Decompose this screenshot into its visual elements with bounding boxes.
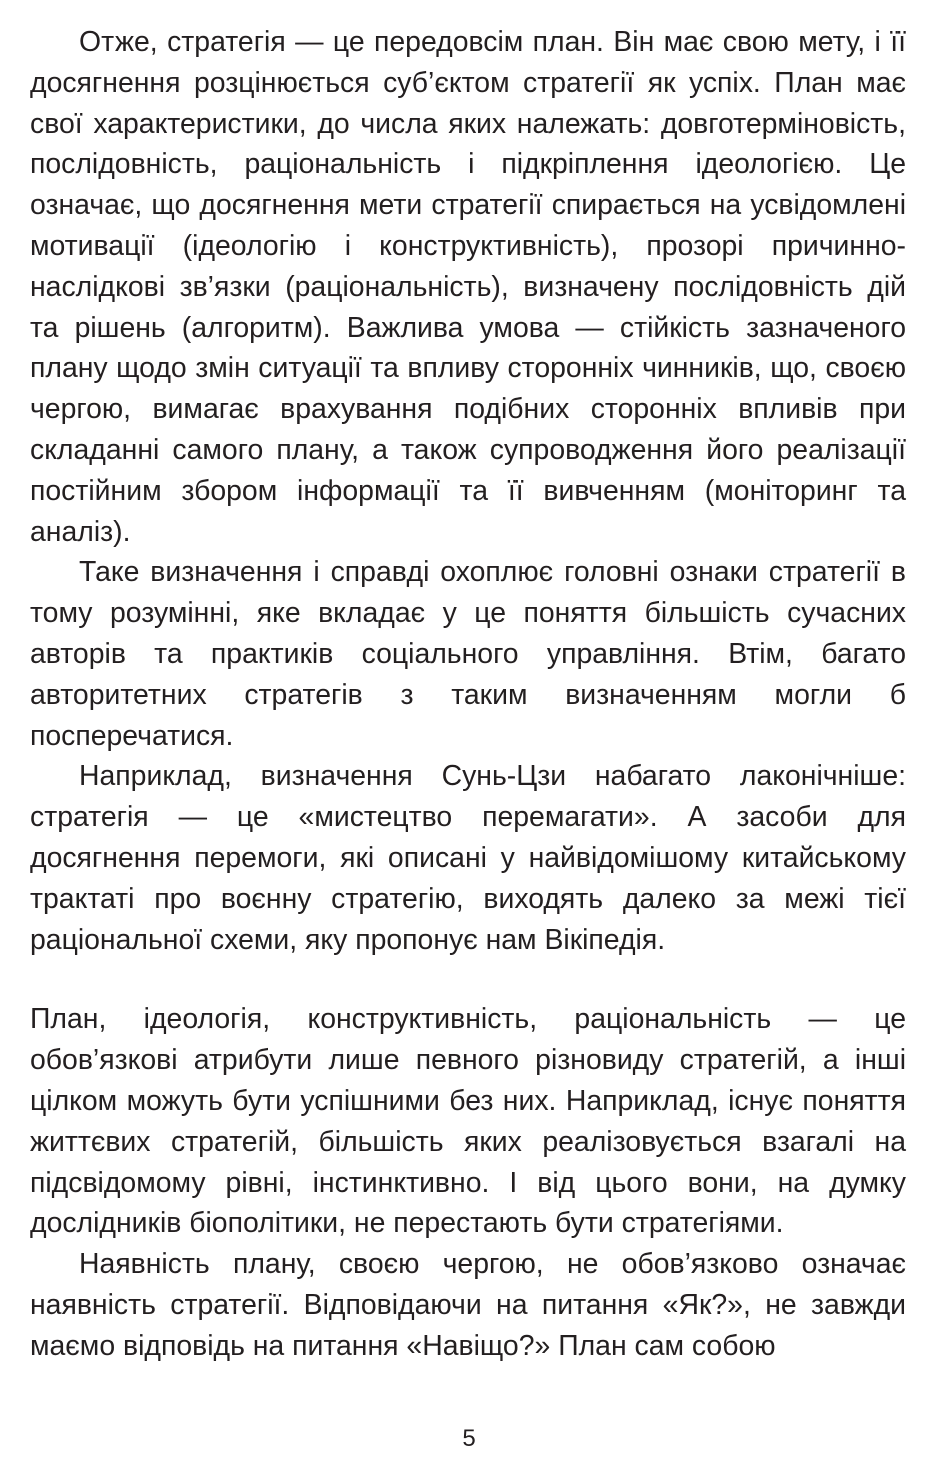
paragraph-definition-features: Таке визначення і справді охоплює головні ознаки стратегії в тому розумінні, яке вкладає у це поняття більшість сучасних авторів та практиків соціального управління. Втім, багато авторитетних стратегів з таким визначенням могли б посперечатися. bbox=[30, 556, 906, 752]
paragraph-attributes: План, ідеологія, конструктивність, раціональність — це обов’язкові атрибути лише певного різновиду стратегій, а інші цілком можуть бути успішними без них. Наприклад, існує поняття життєвих стратегій, більшість яких реалізовується взагалі на підсвідомому рівні, інстинктивно. І від цього вони, на думку дослідників біополітики, не перестають бути стратегіями. bbox=[30, 1003, 906, 1240]
page-body bbox=[30, 22, 906, 1442]
page-number: 5 bbox=[462, 1425, 476, 1452]
paragraph-plan-presence: Наявність плану, своєю чергою, не обов’язково означає наявність стратегії. Відповідаючи на питання «Як?», не завжди маємо відповідь на питання «Навіщо?» План сам собою bbox=[30, 1248, 906, 1362]
section-gap bbox=[30, 960, 906, 999]
paragraph-strategy-plan: Отже, стратегія — це передовсім план. Він має свою мету, і її досягнення розцінюється суб’єктом стратегії як успіх. План має свої характеристики, до числа яких належать: довготерміновість, послідовність, раціональність і підкріплення ідеологією. Це означає, що досягнення мети стратегії спирається на усвідомлені мотивації (ідеологію і конструктивність), прозорі причинно-наслідкові зв’язки (раціональність), визначену послідовність дій та рішень (алгоритм). Важлива умова — стійкість зазначеного плану щодо змін ситуації та впливу сторонніх чинників, що, своєю чергою, вимагає врахування подібних сторонніх впливів при складанні самого плану, а також супроводження його реалізації постійним збором інформації та її вивченням (моніторинг та аналіз). bbox=[30, 26, 906, 548]
paragraph-sun-tzu: Наприклад, визначення Сунь-Цзи набагато лаконічніше: стратегія — це «мистецтво перемагати». А засоби для досягнення перемоги, які описані у найвідомішому китайському трактаті про воєнну стратегію, виходять далеко за межі тієї раціональної схеми, яку пропонує нам Вікіпедія. bbox=[30, 760, 906, 956]
